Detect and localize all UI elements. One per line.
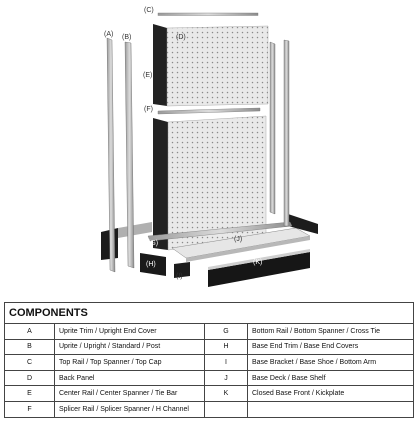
callout-g: (G) (148, 240, 159, 247)
callout-f: (F) (144, 106, 153, 113)
table-row (5, 386, 414, 402)
component-desc (248, 401, 414, 417)
callout-e: (E) (143, 72, 153, 79)
component-desc: Bottom Rail / Bottom Spanner / Cross Tie (248, 324, 414, 340)
component-key: K (205, 386, 248, 402)
component-key: I (205, 355, 248, 371)
component-desc: Base End Trim / Base End Covers (248, 339, 414, 355)
component-desc: Center Rail / Center Spanner / Tie Bar (55, 386, 205, 402)
component-key: J (205, 370, 248, 386)
table-row (5, 355, 414, 371)
component-key: G (205, 324, 248, 340)
table-row (5, 339, 414, 355)
callout-h: (H) (146, 261, 156, 268)
component-desc: Closed Base Front / Kickplate (248, 386, 414, 402)
table-row (5, 401, 414, 417)
table-row (5, 370, 414, 386)
component-desc: Back Panel (55, 370, 205, 386)
callout-b: (B) (122, 34, 132, 41)
component-key: A (5, 324, 55, 340)
component-key: E (5, 386, 55, 402)
callout-a: (A) (104, 31, 114, 38)
callout-c: (C) (144, 7, 154, 14)
component-key: H (205, 339, 248, 355)
component-desc: Uprite Trim / Upright End Cover (55, 324, 205, 340)
component-key (205, 401, 248, 417)
callout-k: (K) (253, 259, 263, 266)
table-row (5, 324, 414, 340)
callout-d: (D) (176, 34, 186, 41)
component-key: D (5, 370, 55, 386)
callout-j: (J) (234, 236, 243, 243)
component-desc: Top Rail / Top Spanner / Top Cap (55, 355, 205, 371)
component-key: C (5, 355, 55, 371)
splicer-rail (158, 108, 260, 114)
components-header-row (5, 303, 414, 324)
top-rail (158, 13, 258, 16)
component-desc: Splicer Rail / Splicer Spanner / H Channel (55, 401, 205, 417)
upper-back-panel (153, 24, 268, 106)
component-key: B (5, 339, 55, 355)
component-key: F (5, 401, 55, 417)
component-desc: Base Deck / Base Shelf (248, 370, 414, 386)
callout-i: (I) (176, 273, 183, 280)
component-desc: Base Bracket / Base Shoe / Bottom Arm (248, 355, 414, 371)
components-title: COMPONENTS (5, 303, 414, 324)
component-desc: Uprite / Upright / Standard / Post (55, 339, 205, 355)
components-table (4, 302, 414, 418)
